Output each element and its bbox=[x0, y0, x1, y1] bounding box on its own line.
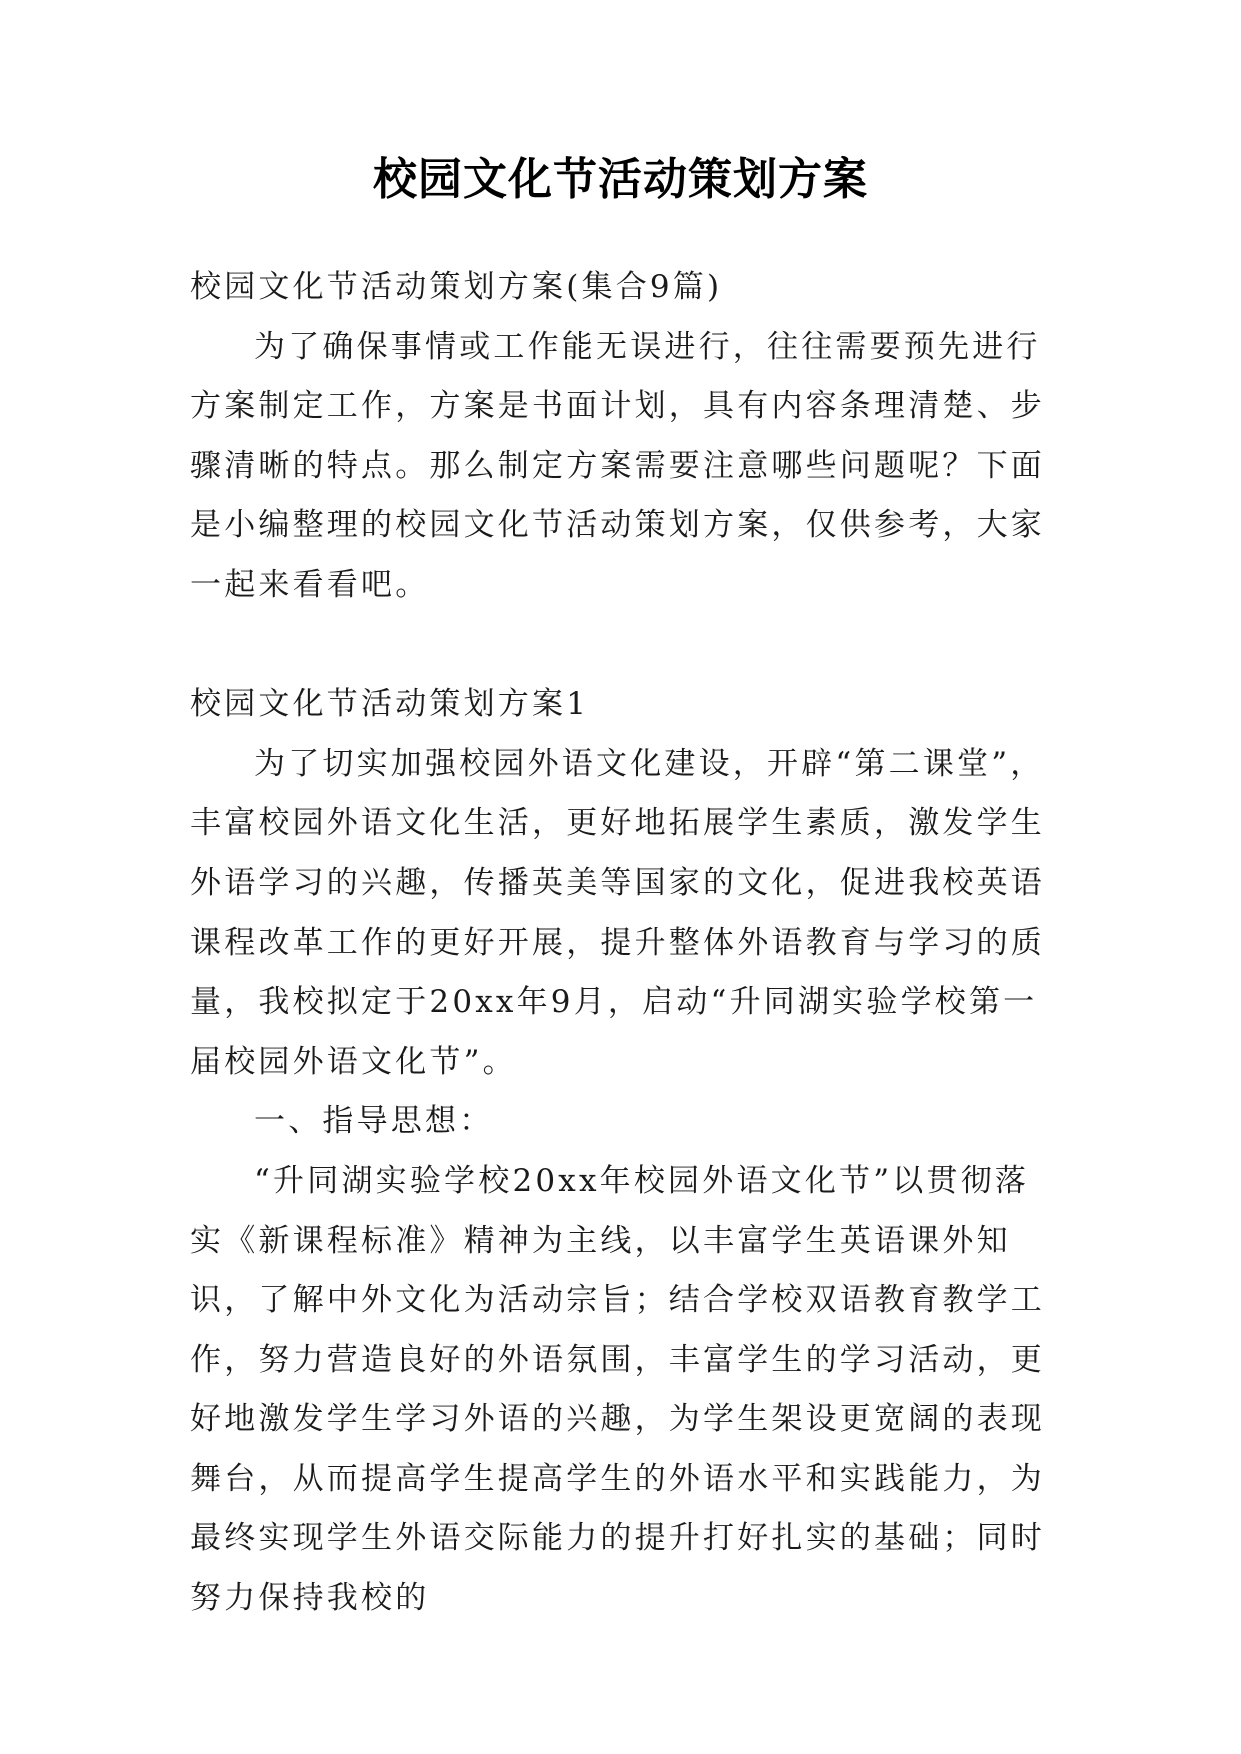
guiding-heading: 一、指导思想： bbox=[254, 1103, 494, 1140]
paragraph-spacer bbox=[190, 616, 1050, 676]
section-heading: 校园文化节活动策划方案1 bbox=[190, 686, 590, 723]
document-body bbox=[190, 258, 1050, 1629]
section-paragraph: 为了切实加强校园外语文化建设，开辟“第二课堂”，丰富校园外语文化生活，更好地拓展学生素质，激发学生外语学习的兴趣，传播英美等国家的文化，促进我校英语课程改革工作的更好开展，提升整体外语教育与学习的质量，我校拟定于20xx年9月，启动“升同湖实验学校第一届校园外语文化节”。 bbox=[190, 745, 1045, 1080]
document-title: 校园文化节活动策划方案 bbox=[373, 154, 868, 205]
guiding-paragraph: “升同湖实验学校20xx年校园外语文化节”以贯彻落实《新课程标准》精神为主线，以丰富学生英语课外知识，了解中外文化为活动宗旨；结合学校双语教育教学工作，努力营造良好的外语氛围，丰富学生的学习活动，更好地激发学生学习外语的兴趣，为学生架设更宽阔的表现舞台，从而提高学生提高学生的外语水平和实践能力，为最终实现学生外语交际能力的提升打好扎实的基础；同时努力保持我校的 bbox=[190, 1162, 1045, 1617]
collection-subtitle: 校园文化节活动策划方案(集合9篇) bbox=[190, 269, 723, 305]
intro-paragraph: 为了确保事情或工作能无误进行，往往需要预先进行方案制定工作，方案是书面计划，具有内容条理清楚、步骤清晰的特点。那么制定方案需要注意哪些问题呢？下面是小编整理的校园文化节活动策划方案，仅供参考，大家一起来看看吧。 bbox=[190, 328, 1045, 603]
